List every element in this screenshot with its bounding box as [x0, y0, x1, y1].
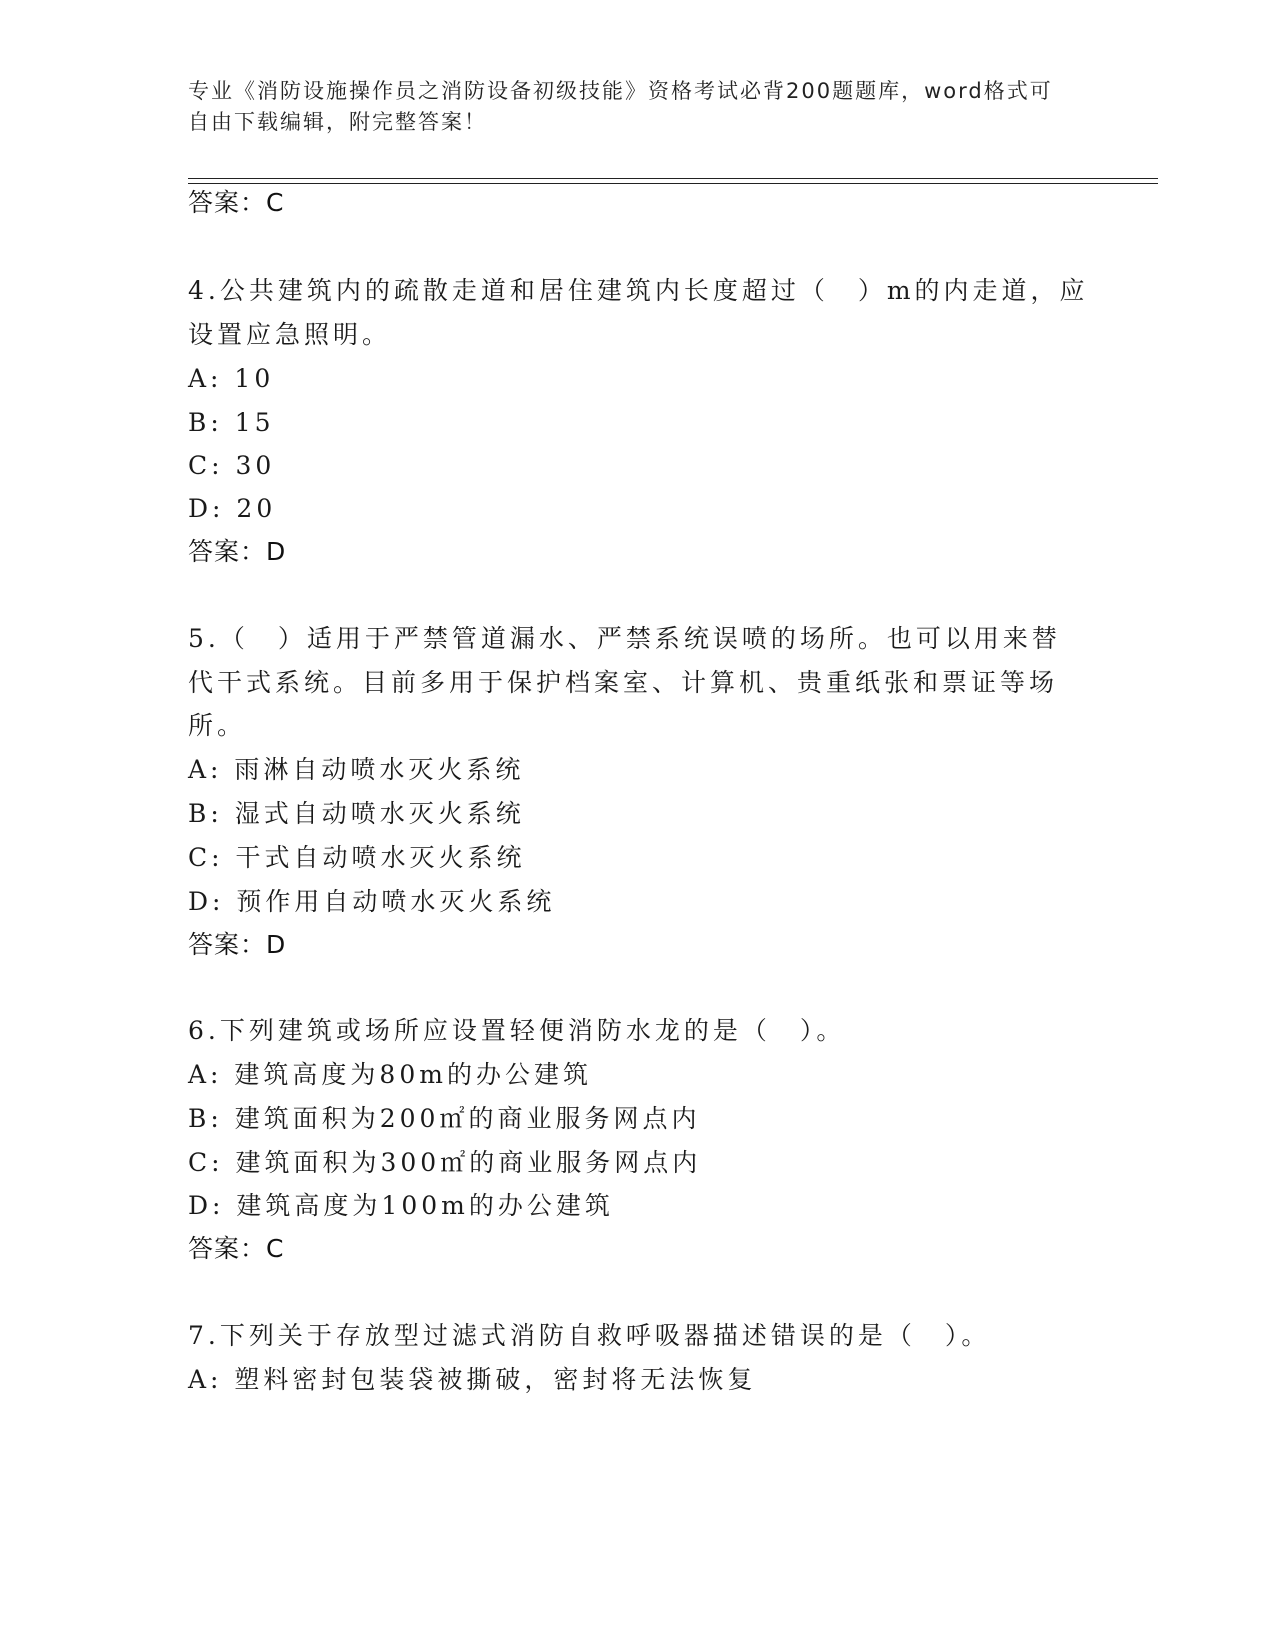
question-6-option-a: A: 建筑高度为80m的办公建筑	[188, 1060, 592, 1089]
question-4-option-a: A: 10	[188, 364, 275, 393]
question-5-option-d: D: 预作用自动喷水灭火系统	[188, 887, 556, 916]
question-4-option-d: D: 20	[188, 494, 277, 523]
question-6-option-b: B: 建筑面积为200㎡的商业服务网点内	[188, 1104, 701, 1133]
question-4-option-c: C: 30	[188, 451, 276, 480]
question-5-option-b: B: 湿式自动喷水灭火系统	[188, 799, 525, 828]
answer-q3: 答案：C	[188, 188, 285, 217]
question-7-text-line-1: 7.下列关于存放型过滤式消防自救呼吸器描述错误的是（ ）。	[188, 1321, 991, 1350]
header-rule-top	[188, 178, 1158, 179]
question-4-option-b: B: 15	[188, 408, 275, 437]
header-rule-bottom	[188, 183, 1158, 184]
question-6-text-line-1: 6.下列建筑或场所应设置轻便消防水龙的是（ ）。	[188, 1016, 846, 1045]
question-5-text-line-3: 所。	[188, 711, 247, 740]
question-6-option-c: C: 建筑面积为300㎡的商业服务网点内	[188, 1148, 702, 1177]
header-text: 专业《消防设施操作员之消防设备初级技能》资格考试必背200题题库，word格式可自由下载编辑，附完整答案！	[188, 79, 1053, 134]
question-4-text-line-1: 4.公共建筑内的疏散走道和居住建筑内长度超过（ ）m的内走道，应	[188, 276, 1089, 305]
question-6-option-d: D: 建筑高度为100m的办公建筑	[188, 1191, 614, 1220]
question-5-option-c: C: 干式自动喷水灭火系统	[188, 843, 526, 872]
question-7-option-a: A: 塑料密封包装袋被撕破，密封将无法恢复	[188, 1365, 757, 1394]
answer-q5: 答案：D	[188, 930, 287, 959]
answer-q6: 答案：C	[188, 1234, 285, 1263]
question-5-text-line-2: 代干式系统。目前多用于保护档案室、计算机、贵重纸张和票证等场	[188, 668, 1059, 697]
answer-q4: 答案：D	[188, 537, 287, 566]
question-4-text-line-2: 设置应急照明。	[188, 320, 392, 349]
question-5-text-line-1: 5.（ ）适用于严禁管道漏水、严禁系统误喷的场所。也可以用来替	[188, 624, 1061, 653]
question-5-option-a: A: 雨淋自动喷水灭火系统	[188, 755, 525, 784]
